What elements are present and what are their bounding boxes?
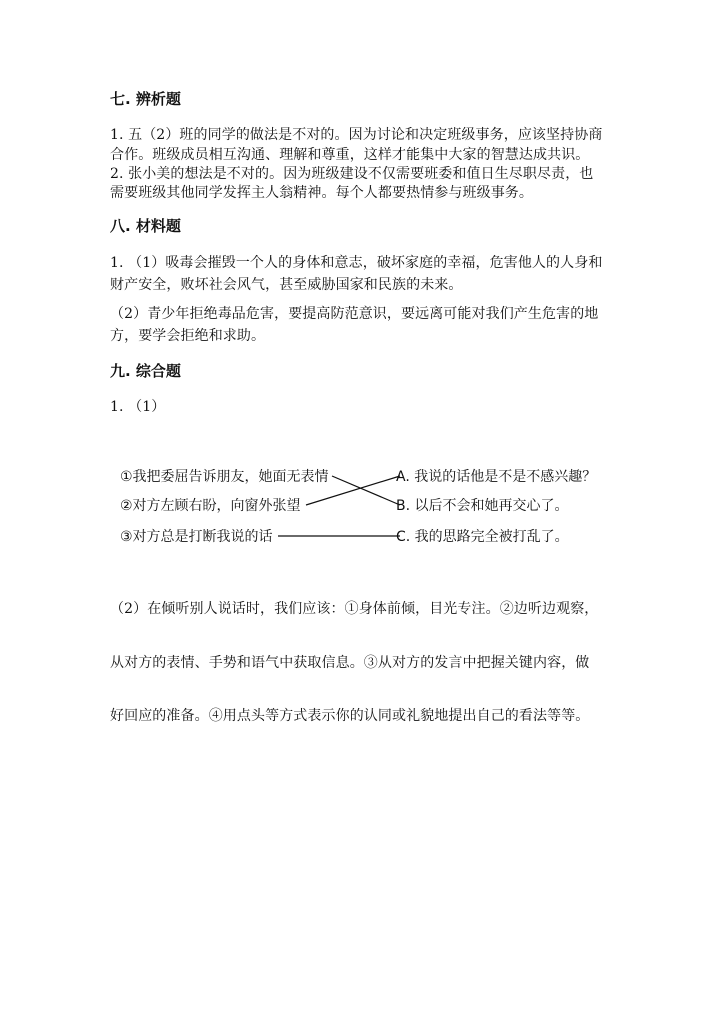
match-right-item-b: B. 以后不会和她再交心了。	[396, 498, 569, 514]
match-left-item-2: ②对方左顾右盼，向窗外张望	[120, 498, 301, 514]
question-label: 1. （1）	[110, 399, 166, 415]
match-right-item-c: C. 我的思路完全被打乱了。	[396, 529, 569, 545]
matching-diagram	[120, 460, 600, 550]
answer-line: （2）青少年拒绝毒品危害，要提高防范意识，要远离可能对我们产生危害的地	[110, 306, 599, 322]
answer-line: 2. 张小美的想法是不对的。因为班级建设不仅需要班委和值日生尽职尽责，也	[110, 166, 594, 182]
answer-line: 需要班级其他同学发挥主人翁精神。每个人都要热情参与班级事务。	[110, 185, 533, 201]
answer-line: 从对方的表情、手势和语气中获取信息。③从对方的发言中把握关键内容，做	[110, 655, 590, 671]
match-right-item-a: A. 我说的话他是不是不感兴趣？	[396, 469, 597, 485]
answer-line: 方，要学会拒绝和求助。	[110, 328, 266, 344]
section-heading-7: 七. 辨析题	[110, 90, 181, 108]
match-line-2-to-a	[306, 476, 400, 505]
answer-line: 1. 五（2）班的同学的做法是不对的。因为讨论和决定班级事务，应该坚持协商	[110, 127, 603, 143]
section-heading-8: 八. 材料题	[110, 217, 181, 235]
answer-line: 合作。班级成员相互沟通、理解和尊重，这样才能集中大家的智慧达成共识。	[110, 147, 590, 163]
answer-line: （2）在倾听别人说话时，我们应该：①身体前倾，目光专注。②边听边观察，	[110, 601, 599, 617]
answer-line: 1. （1）吸毒会摧毁一个人的身体和意志，破坏家庭的幸福，危害他人的人身和	[110, 255, 603, 271]
match-line-1-to-b	[332, 476, 400, 505]
match-left-item-1: ①我把委屈告诉朋友，她面无表情	[120, 469, 329, 485]
answer-line: 财产安全，败坏社会风气，甚至威胁国家和民族的未来。	[110, 277, 463, 293]
section-heading-9: 九. 综合题	[110, 362, 181, 380]
match-left-item-3: ③对方总是打断我说的话	[120, 529, 273, 545]
matching-lines	[120, 460, 600, 550]
answer-line: 好回应的准备。④用点头等方式表示你的认同或礼貌地提出自己的看法等等。	[110, 708, 590, 724]
